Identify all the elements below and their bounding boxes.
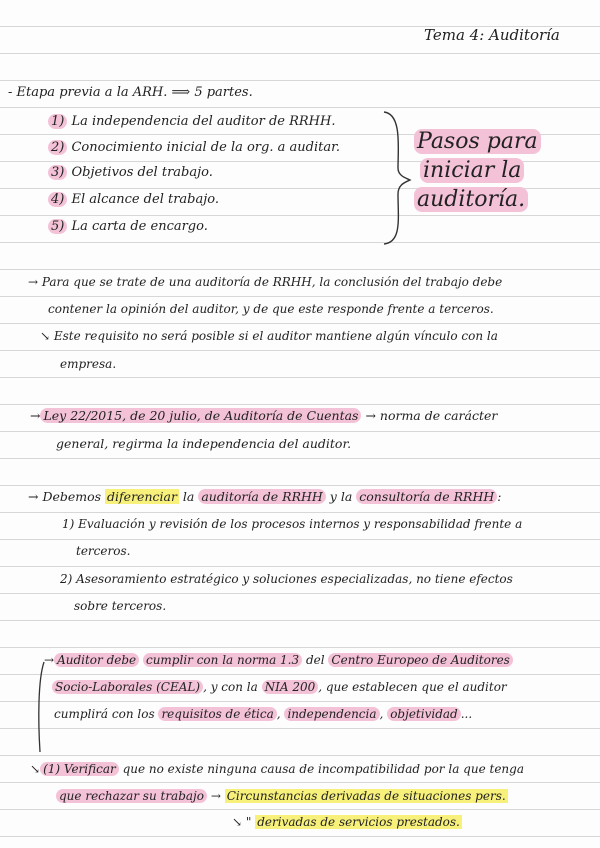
step-number: 2) — [48, 140, 67, 155]
steps-label-line: iniciar la — [420, 158, 524, 183]
text-fragment: del — [305, 653, 325, 667]
text-line — [30, 760, 524, 778]
text-line — [52, 678, 507, 696]
text-line: empresa. — [60, 357, 117, 371]
arrow-icon: → — [210, 789, 221, 803]
text-line — [28, 488, 501, 506]
text-fragment: , — [379, 707, 384, 721]
curly-brace-icon — [380, 108, 416, 248]
page-title: Tema 4: Auditoría — [424, 26, 560, 44]
text-fragment: , — [276, 707, 281, 721]
arrow-icon: ↘ — [30, 762, 41, 776]
highlight-term: consultoría de RRHH — [356, 489, 497, 504]
arrow-icon: → — [30, 408, 41, 423]
step-text: Objetivos del trabajo. — [71, 165, 213, 180]
text-line: → Para que se trate de una auditoría de RRHH, la conclusión del trabajo debe — [28, 275, 503, 289]
step-number: 5) — [48, 219, 67, 234]
text-line — [54, 705, 472, 723]
text-fragment: que no existe ninguna causa de incompatibilidad por la que tenga — [122, 762, 524, 776]
text-line — [44, 651, 513, 669]
step-item — [48, 164, 213, 182]
text-line: general, regirma la independencia del auditor. — [56, 436, 352, 451]
highlight-term: cumplir con la norma 1.3 — [143, 653, 302, 667]
highlight-keyword: Circunstancias derivadas de situaciones pers. — [226, 789, 506, 803]
step-number: 1) — [48, 114, 67, 129]
text-line — [30, 407, 497, 425]
step-item — [48, 113, 335, 131]
text-line: contener la opinión del auditor, y de que este responde frente a terceros. — [48, 302, 494, 316]
text-fragment: , que establecen que el auditor — [318, 680, 507, 694]
step-item — [48, 191, 219, 209]
text-fragment: , y con la — [203, 680, 258, 694]
step-text: La carta de encargo. — [71, 219, 208, 234]
step-item — [48, 139, 340, 157]
highlight-keyword: derivadas de servicios prestados. — [257, 815, 460, 829]
intro-line — [8, 84, 253, 102]
text-line — [56, 787, 508, 805]
ditto-mark: " — [245, 815, 252, 829]
text-line: ↘ Este requisito no será posible si el auditor mantiene algún vínculo con la — [40, 329, 498, 343]
text-line — [232, 813, 462, 831]
highlight-term: que rechazar su trabajo — [56, 789, 207, 803]
step-text: El alcance del trabajo. — [71, 192, 220, 207]
step-text: Conocimiento inicial de la org. a auditar. — [71, 140, 340, 155]
text-line: sobre terceros. — [74, 599, 167, 613]
text-fragment: la — [182, 489, 195, 504]
bracket-line-icon — [34, 660, 48, 756]
arrow-icon: → — [44, 653, 55, 667]
highlight-term: auditoría de RRHH — [198, 489, 325, 504]
law-reference: Ley 22/2015, de 20 julio, de Auditoría de Cuentas — [40, 408, 361, 423]
text-fragment: cumplirá con los — [54, 707, 155, 721]
highlight-term: independencia — [284, 707, 379, 721]
highlight-term: Socio-Laborales (CEAL) — [52, 680, 203, 694]
text-fragment: ... — [460, 707, 473, 721]
highlight-term: (1) Verificar — [40, 762, 119, 776]
step-text: La independencia del auditor de RRHH. — [71, 114, 336, 129]
law-note: → norma de carácter — [365, 408, 498, 423]
text-fragment: y la — [329, 489, 353, 504]
arrow-icon: ↘ — [232, 815, 243, 829]
steps-label-line: Pasos para — [414, 129, 541, 154]
highlight-term: Auditor debe — [54, 653, 139, 667]
highlight-term: requisitos de ética — [158, 707, 276, 721]
text-fragment: → Debemos — [28, 489, 102, 504]
highlight-term: objetividad — [387, 707, 461, 721]
text-fragment: : — [497, 489, 502, 504]
step-number: 4) — [48, 192, 67, 207]
double-arrow-icon: ⟹ — [171, 85, 191, 100]
step-item — [48, 218, 208, 236]
intro-suffix: 5 partes. — [194, 85, 253, 100]
highlight-term: Centro Europeo de Auditores — [328, 653, 512, 667]
text-line: terceros. — [76, 544, 131, 558]
text-line: 1) Evaluación y revisión de los procesos internos y responsabilidad frente a — [62, 517, 523, 531]
intro-prefix: - Etapa previa a la ARH. — [8, 85, 168, 100]
highlight-term: NIA 200 — [262, 680, 319, 694]
step-number: 3) — [48, 165, 67, 180]
text-line: 2) Asesoramiento estratégico y soluciones especializadas, no tiene efectos — [60, 572, 513, 586]
steps-label-line: auditoría. — [414, 187, 528, 212]
highlight-keyword: diferenciar — [107, 489, 177, 504]
